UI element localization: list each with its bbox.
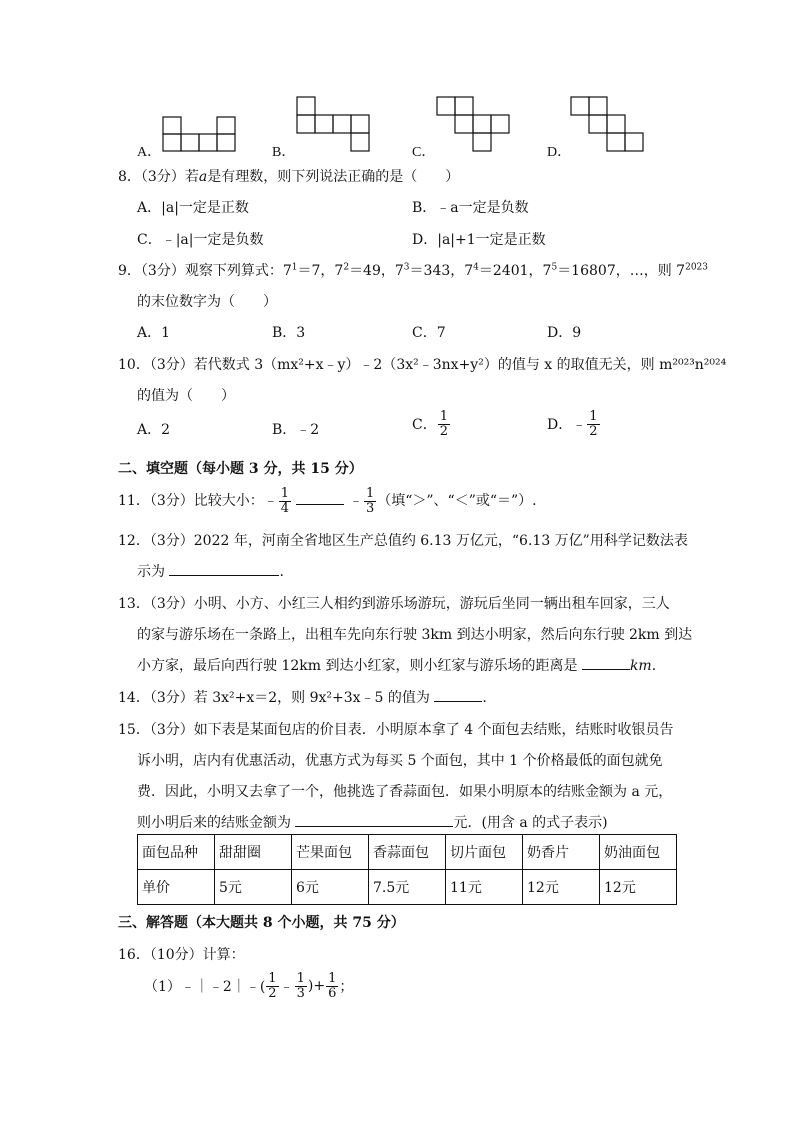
table-row	[138, 835, 677, 870]
table-cell: 面包品种	[138, 835, 215, 870]
net-figure-d	[568, 95, 653, 155]
question-13-line1: 13．（3分）小明、小方、小红三人相约到游乐场游玩，游玩后坐同一辆出租车回家，三人	[118, 596, 670, 612]
question-15-line1: 15．（3分）如下表是某面包店的价目表．小明原本拿了 4 个面包去结账，结账时收银员告	[118, 722, 674, 738]
q8-option-d[interactable]: D．|a|+1一定是正数	[412, 232, 546, 248]
q10-option-c[interactable]: C． $\frac{1}{2}$	[412, 409, 448, 439]
net-figure-c	[434, 95, 519, 155]
table-cell: 11元	[446, 870, 523, 905]
table-cell: 切片面包	[446, 835, 523, 870]
q9-option-a[interactable]: A．1	[137, 325, 171, 341]
option-d-label: D．	[547, 145, 572, 160]
section-2-title: 二、填空题（每小题 3 分，共 15 分）	[118, 461, 363, 477]
answer-blank-11[interactable]	[296, 490, 344, 505]
table-cell: 单价	[138, 870, 215, 905]
question-15-line2: 诉小明，店内有优惠活动，优惠方式为每买 5 个面包，其中 1 个价格最低的面包就免	[137, 753, 663, 769]
answer-blank-15[interactable]	[295, 812, 453, 827]
q10-option-d[interactable]: D．﹣ $\frac{1}{2}$	[547, 409, 598, 439]
answer-blank-14[interactable]	[434, 687, 482, 702]
question-16-stem: 16．（10分）计算：	[118, 947, 245, 963]
q10-option-a[interactable]: A．2	[137, 422, 171, 438]
q9-option-d[interactable]: D．9	[547, 325, 582, 341]
table-cell: 12元	[523, 870, 600, 905]
question-10-stem: 10．（3分）若代数式 3（mx²+x﹣y）﹣2（3x²﹣3nx+y²）的值与 x 的取值无关，则 m²⁰²³n²⁰²⁴	[118, 357, 727, 373]
q8-option-a[interactable]: A．|a|一定是正数	[137, 200, 249, 216]
q10-option-b[interactable]: B．﹣2	[272, 422, 320, 438]
price-table	[137, 834, 677, 905]
question-11: 11．（3分）比较大小：﹣ $\frac{1}{4}$ ﹣ $\frac{1}{3}$ （填“＞”、“＜”或“＝”）.	[118, 486, 537, 516]
option-c-label: C．	[412, 145, 436, 160]
answer-blank-13[interactable]	[582, 655, 630, 670]
option-a-label: A．	[137, 145, 162, 160]
table-cell: 5元	[215, 870, 292, 905]
question-13-line2: 的家与游乐场在一条路上，出租车先向东行驶 3km 到达小明家，然后向东行驶 2km 到达	[137, 627, 693, 643]
q9-option-c[interactable]: C．7	[412, 325, 446, 341]
net-figure-a	[160, 114, 240, 154]
table-cell: 甜甜圈	[215, 835, 292, 870]
question-9-line2: 的末位数字为（ ）	[137, 294, 277, 310]
question-12-line1: 12．（3分）2022 年，河南全省地区生产总值约 6.13 万亿元，“6.13 万亿”用科学记数法表	[118, 533, 688, 549]
table-cell: 奶香片	[523, 835, 600, 870]
question-14: 14．（3分）若 3x²+x＝2，则 9x²+3x﹣5 的值为 .	[118, 687, 487, 707]
net-figure-b	[294, 95, 374, 155]
table-row	[138, 870, 677, 905]
q8-option-b[interactable]: B．﹣a一定是负数	[412, 200, 529, 216]
section-3-title: 三、解答题（本大题共 8 个小题，共 75 分）	[118, 915, 405, 931]
option-b-label: B．	[272, 145, 296, 160]
table-cell: 6元	[292, 870, 369, 905]
table-cell: 12元	[600, 870, 677, 905]
question-15-line3: 费．因此，小明又去拿了一个，他挑选了香蒜面包．如果小明原本的结账金额为 a 元，	[137, 784, 673, 800]
question-16-part-1: （1）﹣｜﹣2｜﹣( $\frac{1}{2}$ ﹣ $\frac{1}{3}$ )+ $\frac{1}{6}$ ；	[144, 971, 354, 1001]
question-15-line4: 则小明后来的结账金额为 元．(用含 a 的式子表示)	[137, 812, 608, 832]
table-cell: 芒果面包	[292, 835, 369, 870]
table-cell: 香蒜面包	[369, 835, 446, 870]
table-cell: 7.5元	[369, 870, 446, 905]
question-9-stem: 9．（3分）观察下列算式：$7^1=7$，$7^2=49$，$7^3=343$，$7^4=2401$，$7^5=16807$，…，则 $7^{2023}$	[118, 262, 708, 279]
answer-blank-12[interactable]	[169, 561, 279, 576]
question-10-line2: 的值为（ ）	[137, 388, 235, 404]
q9-option-b[interactable]: B．3	[272, 325, 306, 341]
question-12-line2: 示为 .	[137, 561, 284, 581]
question-13-line3: 小方家，最后向西行驶 12km 到达小红家，则小红家与游乐场的距离是 km.	[137, 655, 656, 675]
table-cell: 奶油面包	[600, 835, 677, 870]
question-8-stem: 8．（3分）若a是有理数，则下列说法正确的是（ ）	[118, 169, 460, 185]
q8-option-c[interactable]: C．﹣|a|一定是负数	[137, 232, 264, 248]
